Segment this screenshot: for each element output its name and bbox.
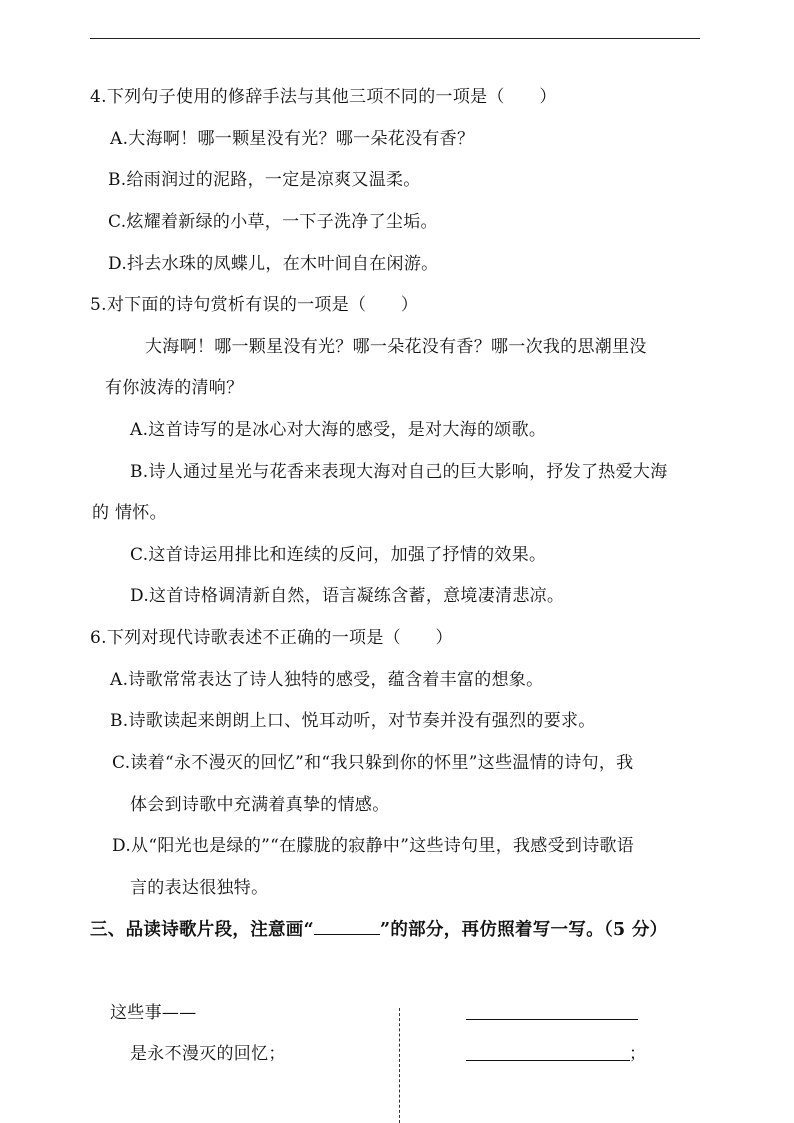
excerpt-line-1: 这些事—— [110, 1003, 197, 1023]
section-3-heading [90, 918, 667, 941]
question-5-stem: 5.对下面的诗句赏析有误的一项是（ ） [90, 295, 419, 315]
answer-blank-2[interactable] [466, 1060, 630, 1061]
question-5-option-b: B.诗人通过星光与花香来表现大海对自己的巨大影响，抒发了热爱大海 [130, 462, 668, 482]
question-6-option-b: B.诗歌读起来朗朗上口、悦耳动听，对节奏并没有强烈的要求。 [110, 711, 596, 731]
question-6-option-a: A.诗歌常常表达了诗人独特的感受，蕴含着丰富的想象。 [110, 670, 544, 690]
question-5-option-c: C.这首诗运用排比和连续的反问，加强了抒情的效果。 [130, 545, 547, 565]
column-divider [399, 1008, 400, 1123]
question-5-option-d: D.这首诗格调清新自然，语言凝练含蓄，意境凄清悲凉。 [130, 586, 565, 606]
answer-blank-2-punct: ； [629, 1044, 647, 1064]
question-5-poem-line-1: 大海啊！哪一颗星没有光？哪一朵花没有香？哪一次我的思潮里没 [145, 337, 647, 357]
question-6-option-c: C.读着“永不漫灭的回忆”和“我只躲到你的怀里”这些温情的诗句，我 [112, 753, 634, 773]
question-4-option-b: B.给雨润过的泥路，一定是凉爽又温柔。 [108, 170, 421, 190]
question-5-option-a: A.这首诗写的是冰心对大海的感受，是对大海的颂歌。 [130, 420, 547, 440]
question-5-poem-line-2: 有你波涛的清响？ [105, 378, 244, 398]
header-rule [90, 38, 700, 39]
question-6-stem: 6.下列对现代诗歌表述不正确的一项是（ ） [90, 628, 453, 648]
question-4-option-c: C.炫耀着新绿的小草，一下子洗净了尘垢。 [108, 212, 438, 232]
answer-blank-1[interactable] [466, 1019, 638, 1020]
section-3-heading-end: ”的部分，再仿照着写一写。（5 分） [379, 920, 668, 940]
question-4-stem: 4.下列句子使用的修辞手法与其他三项不同的一项是（ ） [90, 87, 557, 107]
question-5-option-b-cont: 的 情怀。 [92, 503, 167, 523]
section-3-heading-start: 三、品读诗歌片段，注意画“ [90, 920, 314, 940]
question-6-option-c-cont: 体会到诗歌中充满着真挚的情感。 [130, 795, 390, 815]
question-6-option-d-cont: 言的表达很独特。 [130, 878, 269, 898]
underline-sample [314, 918, 380, 935]
excerpt-line-2: 是永不漫灭的回忆； [130, 1044, 286, 1064]
question-4-option-a: A.大海啊！哪一颗星没有光？哪一朵花没有香？ [110, 129, 475, 149]
question-4-option-d: D.抖去水珠的凤蝶儿，在木叶间自在闲游。 [108, 254, 439, 274]
question-6-option-d: D.从“阳光也是绿的”“在朦胧的寂静中”这些诗句里，我感受到诗歌语 [112, 836, 635, 856]
